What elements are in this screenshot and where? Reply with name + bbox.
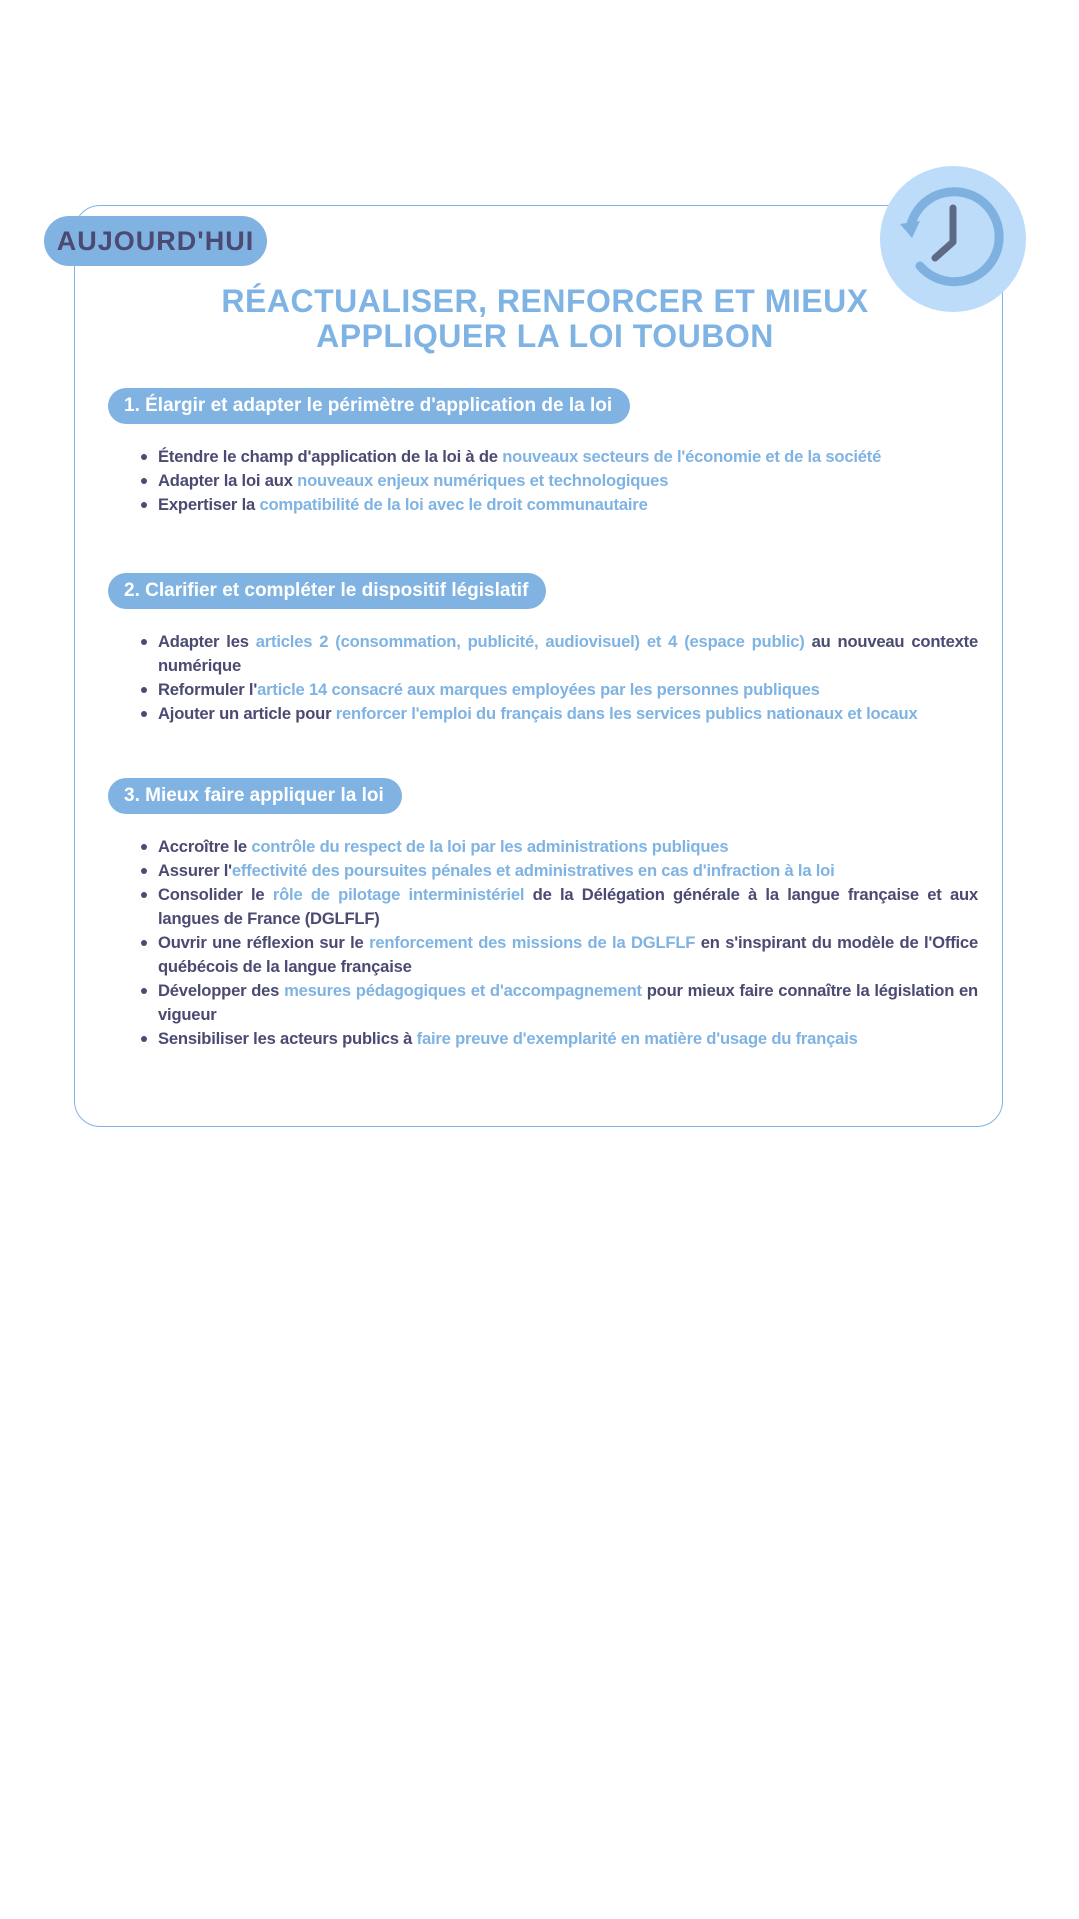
highlighted-text: nouveaux secteurs de l'économie et de la société xyxy=(502,447,882,466)
highlighted-text: renforcement des missions de la DGLFLF xyxy=(369,933,696,952)
list-item xyxy=(140,859,978,883)
section-heading: 1. Élargir et adapter le périmètre d'application de la loi xyxy=(108,388,630,424)
highlighted-text: article 14 consacré aux marques employées par les personnes publiques xyxy=(257,680,820,699)
highlighted-text: rôle de pilotage interministériel xyxy=(272,885,525,904)
item-text: Ajouter un article pour xyxy=(158,704,336,723)
highlighted-text: articles 2 (consommation, publicité, audiovisuel) et 4 (espace public) xyxy=(255,632,805,651)
section-list xyxy=(140,835,978,1051)
list-item xyxy=(140,1027,978,1051)
title-line: APPLIQUER LA LOI TOUBON xyxy=(316,318,774,354)
item-text: Expertiser la xyxy=(158,495,260,514)
item-text: Accroître le xyxy=(158,837,252,856)
item-text: pour mieux faire connaître la législation en vigueur xyxy=(158,981,978,1024)
highlighted-text: nouveaux enjeux numériques et technologiques xyxy=(297,471,669,490)
item-text: Ouvrir une réflexion sur le xyxy=(158,933,370,952)
highlighted-text: renforcer l'emploi du français dans les services publics nationaux et locaux xyxy=(335,704,918,723)
item-text: en s'inspirant du modèle de l'Office québécois de la langue française xyxy=(158,933,978,976)
item-text: au nouveau contexte numérique xyxy=(158,632,978,675)
highlighted-text: faire preuve d'exemplarité en matière d'usage du français xyxy=(416,1029,858,1048)
title-line: RÉACTUALISER, RENFORCER ET MIEUX xyxy=(221,283,869,319)
item-text: Reformuler l' xyxy=(158,680,258,699)
section-list xyxy=(140,445,978,517)
item-text: Étendre le champ d'application de la loi à de xyxy=(158,447,503,466)
list-item xyxy=(140,678,978,702)
highlighted-text: effectivité des poursuites pénales et administratives en cas d'infraction à la loi xyxy=(231,861,835,880)
highlighted-text: contrôle du respect de la loi par les administrations publiques xyxy=(251,837,729,856)
item-text: Assurer l' xyxy=(158,861,232,880)
section-heading: 2. Clarifier et compléter le dispositif législatif xyxy=(108,573,546,609)
today-badge: AUJOURD'HUI xyxy=(44,216,267,266)
item-text: de la Délégation générale à la langue française et aux langues de France (DGLFLF) xyxy=(158,885,978,928)
item-text: Adapter les xyxy=(158,632,256,651)
list-item xyxy=(140,469,978,493)
section-heading: 3. Mieux faire appliquer la loi xyxy=(108,778,402,814)
list-item xyxy=(140,883,978,931)
list-item xyxy=(140,445,978,469)
item-text: Sensibiliser les acteurs publics à xyxy=(158,1029,417,1048)
list-item xyxy=(140,931,978,979)
list-item xyxy=(140,702,978,726)
highlighted-text: mesures pédagogiques et d'accompagnement xyxy=(284,981,642,1000)
highlighted-text: compatibilité de la loi avec le droit communautaire xyxy=(259,495,648,514)
list-item xyxy=(140,493,978,517)
item-text: Adapter la loi aux xyxy=(158,471,298,490)
section-list xyxy=(140,630,978,726)
page-title xyxy=(160,284,930,354)
list-item xyxy=(140,979,978,1027)
item-text: Consolider le xyxy=(158,885,273,904)
list-item xyxy=(140,630,978,678)
list-item xyxy=(140,835,978,859)
item-text: Développer des xyxy=(158,981,285,1000)
